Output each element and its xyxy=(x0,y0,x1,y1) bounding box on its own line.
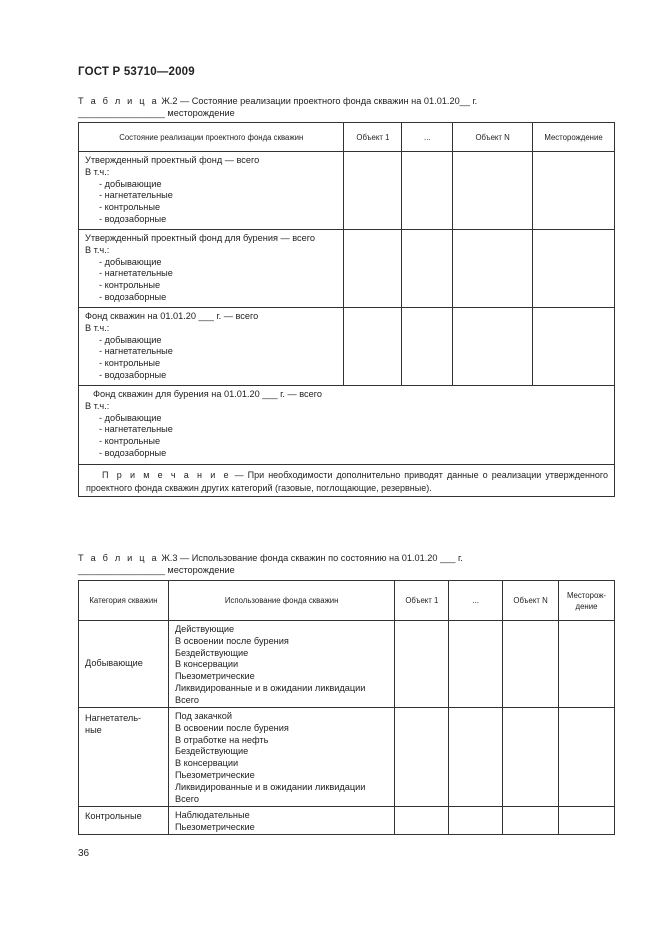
table-zh2-note-row xyxy=(79,465,615,497)
table-zh3-header-row xyxy=(79,581,615,621)
list-item: В освоении после бурения xyxy=(174,722,289,733)
table-zh3-col-field: Месторож-дение xyxy=(559,581,615,621)
list-item: Ликвидированные и в ожидании ликвидации xyxy=(174,682,366,693)
empty-cell xyxy=(453,308,533,386)
list-item: - водозаборные xyxy=(99,447,167,458)
note-text: — При необходимости дополнительно приводят данные о реализации утвержденного проектного фонда скважин других категорий (газовые, поглощающие, резервные). xyxy=(86,470,608,493)
table-row xyxy=(79,621,615,708)
table-zh2-group-cell xyxy=(79,230,344,308)
table-zh2-field-line: _________________ месторождение xyxy=(78,108,235,118)
category-label: Нагнетатель-ные xyxy=(85,713,142,735)
group-title: Утвержденный проектный фонд — всего xyxy=(85,155,260,165)
table-row xyxy=(79,807,615,835)
category-cell xyxy=(79,621,169,708)
empty-cell xyxy=(453,230,533,308)
empty-cell xyxy=(559,807,615,835)
table-zh2-col-field: Месторождение xyxy=(533,123,615,152)
empty-cell xyxy=(395,708,449,807)
table-zh2 xyxy=(78,122,615,497)
table-row xyxy=(79,386,615,465)
list-item: - водозаборные xyxy=(99,369,167,380)
table-zh3-caption xyxy=(78,552,463,564)
empty-cell xyxy=(402,308,453,386)
table-zh2-col-state: Состояние реализации проектного фонда скважин xyxy=(79,123,344,152)
group-title: Фонд скважин для бурения на 01.01.20 ___ г. — всего xyxy=(93,389,322,399)
group-sub: В т.ч.: xyxy=(85,244,110,255)
group-title: Утвержденный проектный фонд для бурения — всего xyxy=(85,233,315,243)
table-zh3-caption-text: Ж.3 — Использование фонда скважин по состоянию на 01.01.20 ___ г. xyxy=(161,553,463,563)
table-row xyxy=(79,230,615,308)
empty-cell xyxy=(533,308,615,386)
category-cell xyxy=(79,807,169,835)
list-item: - контрольные xyxy=(99,358,161,369)
table-zh2-group-cell xyxy=(79,308,344,386)
list-item: Пьезометрические xyxy=(174,769,255,780)
empty-cell xyxy=(344,152,402,230)
list-item: Всего xyxy=(174,793,200,804)
list-item: Наблюдательные xyxy=(174,810,250,820)
table-zh3 xyxy=(78,580,615,835)
group-sub: В т.ч.: xyxy=(85,166,110,177)
empty-cell xyxy=(503,807,559,835)
category-label: Контрольные xyxy=(85,811,142,821)
empty-cell xyxy=(559,621,615,708)
group-sub: В т.ч.: xyxy=(85,400,110,411)
table-row xyxy=(79,708,615,807)
table-zh3-col-objectN: Объект N xyxy=(503,581,559,621)
table-zh3-col-object1: Объект 1 xyxy=(395,581,449,621)
list-item: - добывающие xyxy=(99,334,162,345)
table-zh3-col-ellipsis: ... xyxy=(449,581,503,621)
category-label: Добывающие xyxy=(85,658,143,669)
list-item: Бездействующие xyxy=(174,746,249,757)
table-zh2-col-ellipsis: ... xyxy=(402,123,453,152)
list-item: - водозаборные xyxy=(99,213,167,224)
empty-cell xyxy=(559,708,615,807)
empty-cell xyxy=(449,807,503,835)
empty-cell xyxy=(503,708,559,807)
list-item: Всего xyxy=(174,694,200,705)
list-item: - добывающие xyxy=(99,412,162,423)
table-zh2-col-objectN: Объект N xyxy=(453,123,533,152)
empty-cell xyxy=(449,708,503,807)
empty-cell xyxy=(533,152,615,230)
list-item: В консервации xyxy=(174,659,239,670)
table-zh3-field-line: _________________ месторождение xyxy=(78,565,235,575)
table-zh3-col-usage: Использование фонда скважин xyxy=(168,581,394,621)
empty-cell xyxy=(503,621,559,708)
list-item: Бездействующие xyxy=(174,647,249,658)
group-title: Фонд скважин на 01.01.20 ___ г. — всего xyxy=(85,311,259,321)
list-item: В освоении после бурения xyxy=(174,635,289,646)
table-zh2-header-row xyxy=(79,123,615,152)
usage-cell xyxy=(168,708,394,807)
usage-cell xyxy=(168,807,394,835)
list-item: - контрольные xyxy=(99,280,161,291)
note-label: П р и м е ч а н и е xyxy=(102,470,231,480)
list-item: Под закачкой xyxy=(174,711,232,721)
list-item: - нагнетательные xyxy=(99,424,173,435)
empty-cell xyxy=(453,152,533,230)
page-number: 36 xyxy=(78,848,90,859)
list-item: В консервации xyxy=(174,758,239,769)
group-sub: В т.ч.: xyxy=(85,322,110,333)
table-row xyxy=(79,308,615,386)
list-item: - контрольные xyxy=(99,436,161,447)
empty-cell xyxy=(402,230,453,308)
table-zh2-note xyxy=(79,465,615,497)
list-item: Пьезометрические xyxy=(174,671,255,682)
table-zh2-caption xyxy=(78,95,477,107)
list-item: - нагнетательные xyxy=(99,268,173,279)
empty-cell xyxy=(344,308,402,386)
table-row xyxy=(79,152,615,230)
table-zh2-caption-text: Ж.2 — Состояние реализации проектного фонда скважин на 01.01.20__ г. xyxy=(161,96,478,106)
table-zh2-group-cell xyxy=(79,152,344,230)
table-zh3-caption-label: Т а б л и ц а xyxy=(78,553,159,563)
category-cell xyxy=(79,708,169,807)
usage-cell xyxy=(168,621,394,708)
list-item: - контрольные xyxy=(99,202,161,213)
list-item: Ликвидированные и в ожидании ликвидации xyxy=(174,781,366,792)
empty-cell xyxy=(395,621,449,708)
empty-cell xyxy=(449,621,503,708)
empty-cell xyxy=(533,230,615,308)
list-item: - нагнетательные xyxy=(99,190,173,201)
document-standard-header: ГОСТ Р 53710—2009 xyxy=(78,66,195,78)
table-zh2-caption-label: Т а б л и ц а xyxy=(78,96,159,106)
table-zh2-col-object1: Объект 1 xyxy=(344,123,402,152)
list-item: В отработке на нефть xyxy=(174,734,269,745)
list-item: - нагнетательные xyxy=(99,346,173,357)
table-zh3-col-category: Категория скважин xyxy=(79,581,169,621)
list-item: Действующие xyxy=(174,624,235,634)
list-item: Пьезометрические xyxy=(174,821,255,832)
list-item: - добывающие xyxy=(99,178,162,189)
empty-cell xyxy=(344,230,402,308)
table-zh2-group-cell-wide xyxy=(79,386,615,465)
empty-cell xyxy=(402,152,453,230)
list-item: - водозаборные xyxy=(99,291,167,302)
list-item: - добывающие xyxy=(99,256,162,267)
empty-cell xyxy=(395,807,449,835)
